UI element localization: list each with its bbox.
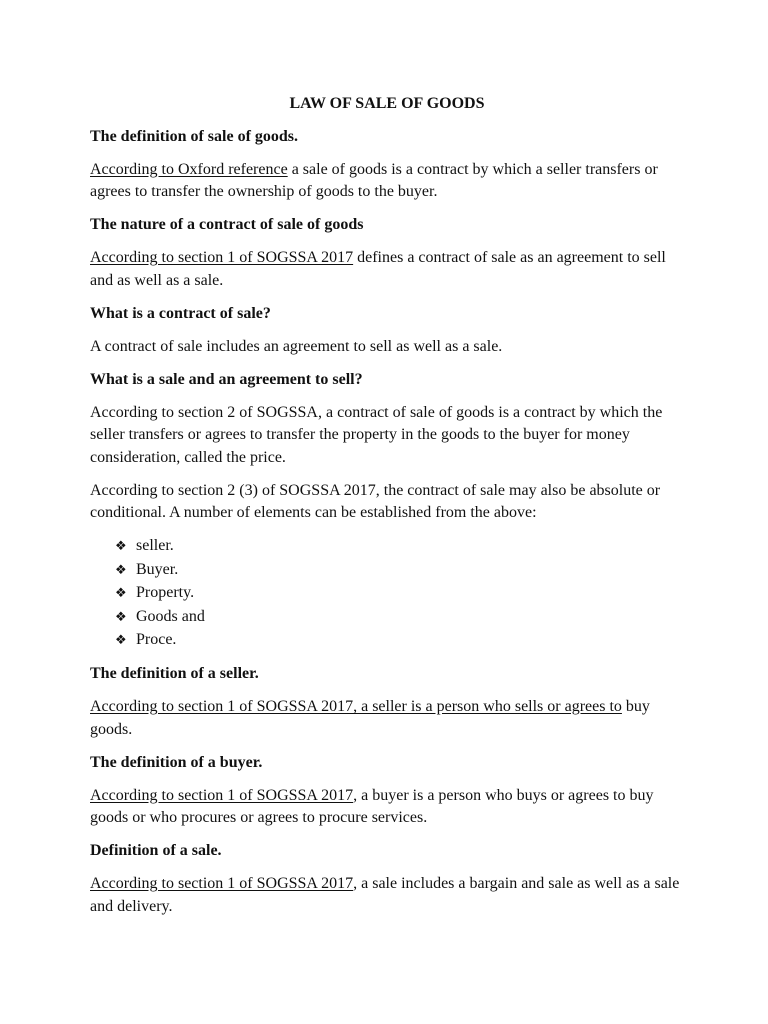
paragraph-contract-of-sale: A contract of sale includes an agreement to sell as well as a sale. [90, 337, 503, 355]
citation-seller: According to section 1 of SOGSSA 2017, a seller is a person who sells or agrees to [90, 698, 622, 715]
paragraph-definition-buyer [90, 785, 690, 830]
citation-section-1: According to section 1 of SOGSSA 2017 [90, 249, 354, 266]
heading-definition-sale-of-goods: The definition of sale of goods. [90, 127, 299, 145]
list-item-text: Property. [136, 584, 195, 601]
document-title: LAW OF SALE OF GOODS [289, 95, 485, 112]
list-item [115, 535, 690, 559]
paragraph-definition-seller [90, 696, 690, 741]
heading-definition-seller: The definition of a seller. [90, 665, 259, 682]
heading-what-is-contract-of-sale: What is a contract of sale? [90, 304, 271, 322]
document-body [90, 93, 690, 929]
paragraph-section-2-3: According to section 2 (3) of SOGSSA 2017, the contract of sale may also be absolute or conditional. A number of elements can be established from the above: [90, 481, 661, 521]
paragraph-definition-sale [90, 873, 690, 918]
paragraph-definition-sale-of-goods [90, 159, 690, 204]
list-item-text: Proce. [136, 631, 177, 648]
list-item-text: seller. [136, 537, 174, 554]
paragraph-text: a sale of goods is a contract by which a seller transfers or agrees to transfer the ownership of goods to the buyer. [90, 160, 658, 200]
heading-definition-buyer: The definition of a buyer. [90, 753, 263, 771]
diamond-bullet-icon: ❖ [115, 562, 127, 578]
citation-sale: According to section 1 of SOGSSA 2017 [90, 875, 354, 892]
list-item [115, 582, 690, 606]
paragraph-section-2: According to section 2 of SOGSSA, a contract of sale of goods is a contract by which the seller transfers or agrees to transfer the property in the goods to the buyer for money consideration, called the price. [90, 403, 663, 466]
heading-definition-sale: Definition of a sale. [90, 842, 222, 859]
paragraph-text: defines a contract of sale as an agreement to sell and as well as a sale. [90, 249, 666, 289]
paragraph-nature-of-contract [90, 247, 690, 292]
diamond-bullet-icon: ❖ [115, 609, 127, 625]
heading-nature-of-contract: The nature of a contract of sale of goods [90, 216, 364, 233]
citation-buyer: According to section 1 of SOGSSA 2017 [90, 786, 354, 804]
paragraph-text: , a sale includes a bargain and sale as well as a sale and delivery. [90, 875, 680, 915]
list-item-text: Buyer. [136, 560, 179, 578]
citation-oxford-reference: According to Oxford reference [90, 160, 288, 178]
diamond-bullet-icon: ❖ [115, 539, 127, 554]
list-item [115, 629, 690, 653]
list-item [115, 606, 690, 630]
list-item [115, 559, 690, 583]
paragraph-text: buy goods. [90, 698, 650, 738]
list-item-text: Goods and [136, 607, 205, 625]
elements-list [90, 535, 690, 653]
heading-sale-and-agreement: What is a sale and an agreement to sell? [90, 370, 363, 388]
diamond-bullet-icon: ❖ [115, 633, 127, 648]
diamond-bullet-icon: ❖ [115, 586, 127, 601]
paragraph-text: , a buyer is a person who buys or agrees to buy goods or who procures or agrees to procure services. [90, 786, 654, 826]
